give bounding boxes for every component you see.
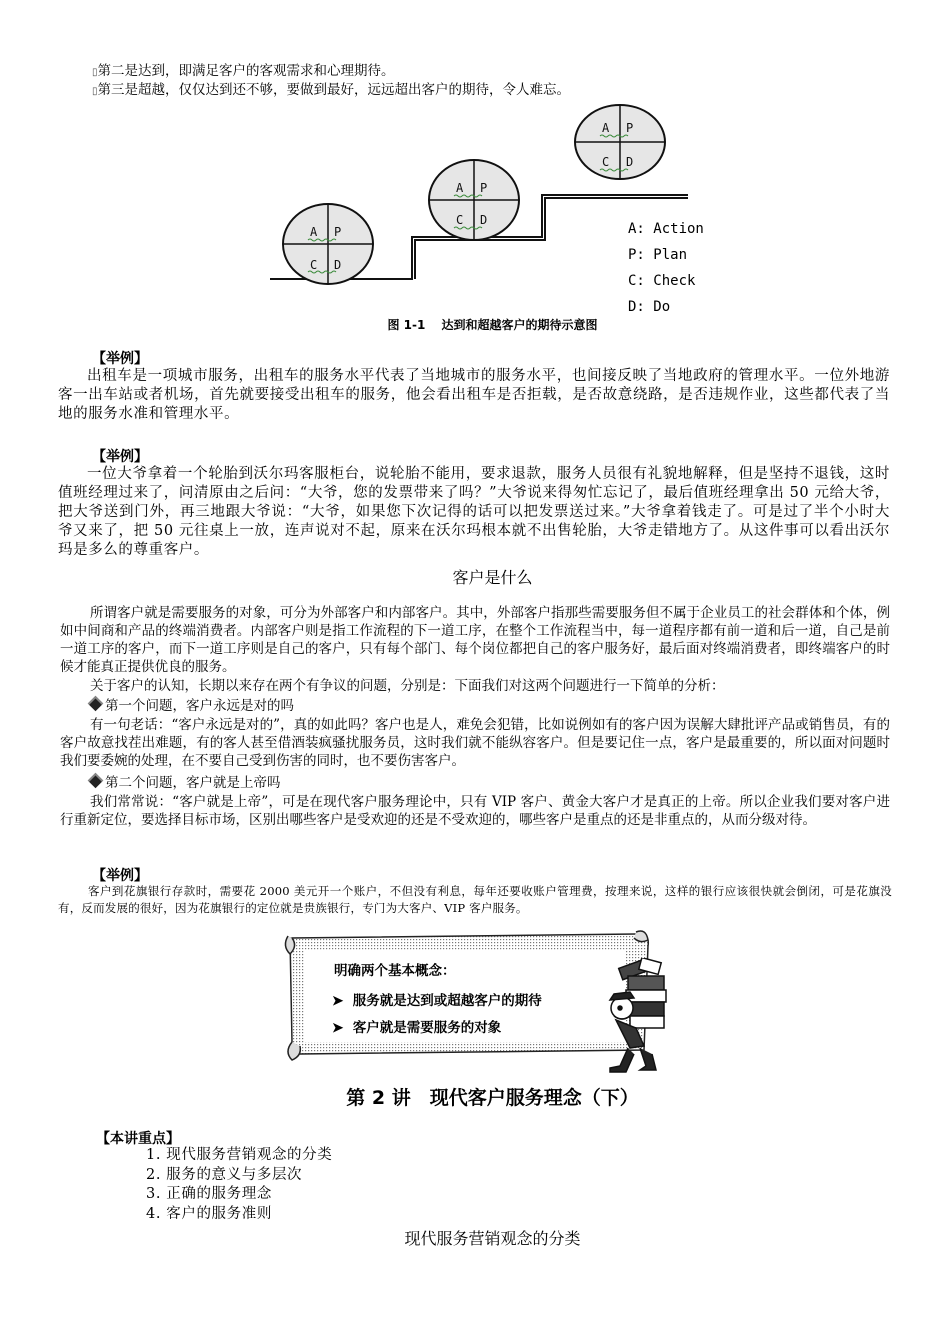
label-a: A bbox=[310, 225, 318, 239]
diamond-bullet-icon bbox=[88, 696, 104, 712]
label-c: C bbox=[602, 155, 610, 169]
section-heading: 现代服务营销观念的分类 bbox=[404, 1229, 581, 1248]
scroll-item: ➤ 服务就是达到或超越客户的期待 bbox=[332, 993, 542, 1009]
key-points-tag: 【本讲重点】 bbox=[96, 1131, 180, 1147]
label-d: D bbox=[480, 213, 488, 227]
label-d: D bbox=[626, 155, 634, 169]
key-point-item: 1. 现代服务营销观念的分类 bbox=[146, 1147, 333, 1163]
lecture-title: 第 2 讲 现代客户服务理念（下） bbox=[346, 1087, 639, 1109]
example-text: 一位大爷拿着一个轮胎到沃尔玛客服柜台，说轮胎不能用，要求退款，服务人员很有礼貌地解释，但是坚持不退钱，这时值班经理过来了，问清原由之后问：“大爷，您的发票带来了吗？”大爷说来得匆忙忘记了，最后值班经理拿出 50 元给大爷，把大爷送到门外，再三地跟大爷说：“大爷，如果您下次记得的话可以把发票送过来。”大爷拿着钱走了。可是过了半个小时大爷又来了，把 50 元往桌上一放，连声说对不起，原来在沃尔玛根本就不出售轮胎，大爷走错地方了。从这件事可以看出沃尔玛是多么的尊重客户。 bbox=[58, 466, 890, 558]
diamond-bullet-icon bbox=[88, 773, 104, 789]
legend-action: A: Action bbox=[628, 221, 704, 237]
paragraph: 关于客户的认知，长期以来存在两个有争议的问题，分别是：下面我们对这两个问题进行一下简单的分析： bbox=[90, 678, 725, 694]
legend-check: C: Check bbox=[628, 273, 696, 289]
legend-plan: P: Plan bbox=[628, 247, 688, 263]
question-item: 第二个问题，客户就是上帝吗 bbox=[88, 774, 281, 792]
cartoon-man-carrying-boxes-illustration bbox=[600, 958, 678, 1076]
legend-do: D: Do bbox=[628, 299, 671, 315]
section-heading: 客户是什么 bbox=[452, 568, 533, 587]
example-tag: 【举例】 bbox=[92, 351, 148, 367]
label-a: A bbox=[456, 181, 464, 195]
label-d: D bbox=[334, 258, 342, 272]
paragraph: 我们常常说：“客户就是上帝”，可是在现代客户服务理论中，只有 VIP 客户、黄金大客户才是真正的上帝。所以企业我们要对客户进行重新定位，要选择目标市场，区别出哪些客户是受欢迎的还是不受欢迎的，哪些客户是重点的还是非重点的，从而分级对待。 bbox=[60, 794, 890, 828]
label-c: C bbox=[310, 258, 318, 272]
example-tag: 【举例】 bbox=[92, 449, 148, 465]
key-point-item: 3. 正确的服务理念 bbox=[146, 1186, 272, 1202]
paragraph: 有一句老话：“客户永远是对的”，真的如此吗？客户也是人，难免会犯错，比如说例如有的客户因为误解大肆批评产品或销售员，有的客户故意找茬出难题，有的客人甚至借酒装疯骚扰服务员，这时我们就不能纵容客户。但是要记住一点，客户是最重要的，所以面对问题时我们要委婉的处理，在不要自己受到伤害的同时，也不要伤害客户。 bbox=[60, 717, 890, 769]
key-points-list bbox=[146, 1146, 332, 1224]
example-text: 出租车是一项城市服务，出租车的服务水平代表了当地城市的服务水平，也间接反映了当地政府的管理水平。一位外地游客一出车站或者机场，首先就要接受出租车的服务，他会看出租车是否拒载，是否故意绕路，是否违规作业，这些都代表了当地的服务水准和管理水平。 bbox=[58, 368, 890, 422]
figure-caption: 图 1-1 达到和超越客户的期待示意图 bbox=[387, 318, 598, 332]
label-p: P bbox=[480, 181, 488, 195]
arrow-bullet-icon: ➤ bbox=[332, 993, 344, 1009]
example-tag: 【举例】 bbox=[92, 868, 148, 884]
paragraph: 所谓客户就是需要服务的对象，可分为外部客户和内部客户。其中，外部客户指那些需要服务但不属于企业员工的社会群体和个体，例如中间商和产品的终端消费者。内部客户则是指工作流程的下一道工序，在整个工作流程当中，每一道程序都有前一道和后一道，自己是前一道工序的客户，而下一道工序则是自己的客户，只有每个部门、每个岗位都把自己的客户服务好，最后面对终端消费者，即终端客户的时候才能真正提供优良的服务。 bbox=[60, 605, 890, 675]
text-line: ▯第三是超越，仅仅达到还不够，要做到最好，远远超出客户的期待，令人难忘。 bbox=[92, 82, 571, 98]
question-item: 第一个问题，客户永远是对的吗 bbox=[88, 697, 294, 715]
label-a: A bbox=[602, 121, 610, 135]
key-point-item: 4. 客户的服务准则 bbox=[146, 1205, 272, 1222]
example-text: 客户到花旗银行存款时，需要花 2000 美元开一个账户，不但没有利息，每年还要收账户管理费，按理来说，这样的银行应该很快就会倒闭，可是花旗没有，反而发展的很好，因为花旗银行的定位就是贵族银行，专门为大客户、VIP 客户服务。 bbox=[58, 884, 892, 915]
key-point-item: 2. 服务的意义与多层次 bbox=[146, 1166, 303, 1183]
pdca-circle-step3 bbox=[575, 105, 665, 179]
arrow-bullet-icon: ➤ bbox=[332, 1020, 344, 1036]
label-p: P bbox=[626, 121, 634, 135]
label-c: C bbox=[456, 213, 464, 227]
text-line: ▯第二是达到，即满足客户的客观需求和心理期待。 bbox=[92, 63, 395, 79]
label-p: P bbox=[334, 225, 342, 239]
pdca-legend bbox=[628, 216, 704, 320]
scroll-title: 明确两个基本概念： bbox=[334, 963, 456, 979]
scroll-item: ➤ 客户就是需要服务的对象 bbox=[332, 1020, 502, 1036]
